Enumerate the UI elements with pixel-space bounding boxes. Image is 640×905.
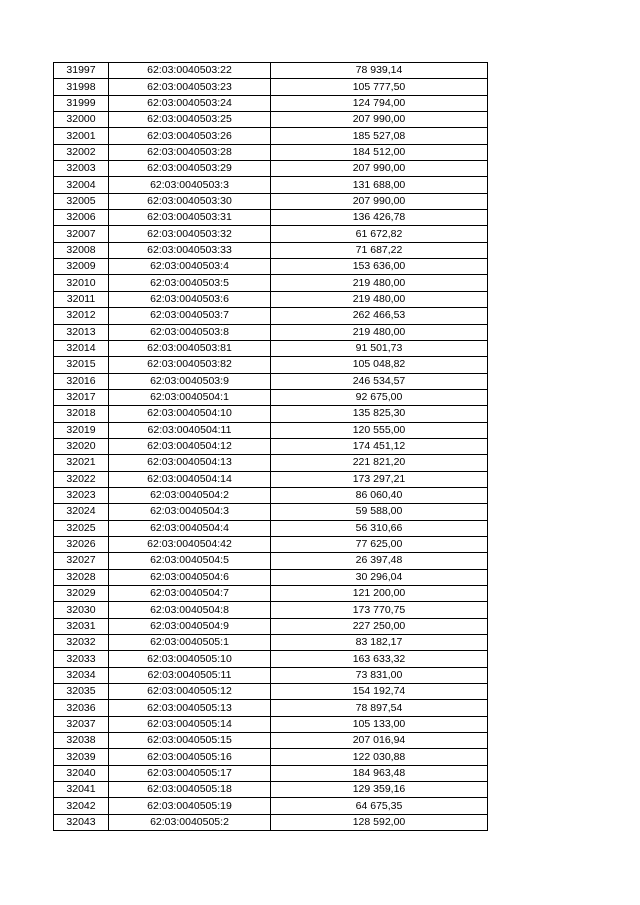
cadastral-number-cell: 62:03:0040504:1: [109, 389, 271, 405]
row-number-cell: 31999: [54, 95, 109, 111]
row-number-cell: 32040: [54, 765, 109, 781]
value-cell: 154 192,74: [271, 684, 488, 700]
cadastral-number-cell: 62:03:0040503:22: [109, 63, 271, 79]
table-row: [54, 586, 488, 602]
row-number-cell: 31997: [54, 63, 109, 79]
row-number-cell: 32014: [54, 340, 109, 356]
value-cell: 184 512,00: [271, 144, 488, 160]
cadastral-number-cell: 62:03:0040505:12: [109, 684, 271, 700]
cadastral-number-cell: 62:03:0040504:6: [109, 569, 271, 585]
table-row: [54, 504, 488, 520]
table-row: [54, 210, 488, 226]
cadastral-number-cell: 62:03:0040503:7: [109, 308, 271, 324]
table-row: [54, 765, 488, 781]
cadastral-number-cell: 62:03:0040505:1: [109, 635, 271, 651]
value-cell: 56 310,66: [271, 520, 488, 536]
table-row: [54, 259, 488, 275]
table-row: [54, 161, 488, 177]
value-cell: 73 831,00: [271, 667, 488, 683]
table-row: [54, 79, 488, 95]
value-cell: 61 672,82: [271, 226, 488, 242]
table-row: [54, 798, 488, 814]
table-row: [54, 782, 488, 798]
cadastral-number-cell: 62:03:0040504:2: [109, 487, 271, 503]
value-cell: 59 588,00: [271, 504, 488, 520]
row-number-cell: 32003: [54, 161, 109, 177]
row-number-cell: 32013: [54, 324, 109, 340]
value-cell: 207 016,94: [271, 733, 488, 749]
value-cell: 30 296,04: [271, 569, 488, 585]
value-cell: 128 592,00: [271, 814, 488, 830]
table-row: [54, 684, 488, 700]
cadastral-number-cell: 62:03:0040505:18: [109, 782, 271, 798]
value-cell: 174 451,12: [271, 438, 488, 454]
table-row: [54, 651, 488, 667]
cadastral-number-cell: 62:03:0040503:24: [109, 95, 271, 111]
table-row: [54, 308, 488, 324]
row-number-cell: 32041: [54, 782, 109, 798]
cadastral-number-cell: 62:03:0040504:4: [109, 520, 271, 536]
value-cell: 121 200,00: [271, 586, 488, 602]
cadastral-number-cell: 62:03:0040504:12: [109, 438, 271, 454]
cadastral-number-cell: 62:03:0040503:30: [109, 193, 271, 209]
cadastral-number-cell: 62:03:0040504:7: [109, 586, 271, 602]
cadastral-number-cell: 62:03:0040504:8: [109, 602, 271, 618]
value-cell: 64 675,35: [271, 798, 488, 814]
value-cell: 83 182,17: [271, 635, 488, 651]
row-number-cell: 32024: [54, 504, 109, 520]
cadastral-number-cell: 62:03:0040505:17: [109, 765, 271, 781]
cadastral-number-cell: 62:03:0040503:25: [109, 112, 271, 128]
value-cell: 105 133,00: [271, 716, 488, 732]
cadastral-number-cell: 62:03:0040503:6: [109, 291, 271, 307]
cadastral-number-cell: 62:03:0040504:14: [109, 471, 271, 487]
cadastral-number-cell: 62:03:0040503:4: [109, 259, 271, 275]
value-cell: 221 821,20: [271, 455, 488, 471]
row-number-cell: 32028: [54, 569, 109, 585]
table-row: [54, 112, 488, 128]
value-cell: 207 990,00: [271, 161, 488, 177]
value-cell: 207 990,00: [271, 193, 488, 209]
row-number-cell: 32001: [54, 128, 109, 144]
row-number-cell: 31998: [54, 79, 109, 95]
table-row: [54, 193, 488, 209]
row-number-cell: 32016: [54, 373, 109, 389]
cadastral-number-cell: 62:03:0040503:3: [109, 177, 271, 193]
row-number-cell: 32030: [54, 602, 109, 618]
value-cell: 184 963,48: [271, 765, 488, 781]
row-number-cell: 32025: [54, 520, 109, 536]
table-row: [54, 242, 488, 258]
row-number-cell: 32039: [54, 749, 109, 765]
row-number-cell: 32032: [54, 635, 109, 651]
value-cell: 153 636,00: [271, 259, 488, 275]
row-number-cell: 32002: [54, 144, 109, 160]
row-number-cell: 32018: [54, 406, 109, 422]
row-number-cell: 32015: [54, 357, 109, 373]
table-row: [54, 733, 488, 749]
value-cell: 26 397,48: [271, 553, 488, 569]
table-row: [54, 389, 488, 405]
value-cell: 91 501,73: [271, 340, 488, 356]
row-number-cell: 32005: [54, 193, 109, 209]
cadastral-number-cell: 62:03:0040505:11: [109, 667, 271, 683]
cadastral-number-cell: 62:03:0040503:82: [109, 357, 271, 373]
table-row: [54, 700, 488, 716]
value-cell: 246 534,57: [271, 373, 488, 389]
table-row: [54, 226, 488, 242]
row-number-cell: 32026: [54, 536, 109, 552]
row-number-cell: 32010: [54, 275, 109, 291]
row-number-cell: 32008: [54, 242, 109, 258]
value-cell: 124 794,00: [271, 95, 488, 111]
row-number-cell: 32011: [54, 291, 109, 307]
cadastral-number-cell: 62:03:0040503:8: [109, 324, 271, 340]
cadastral-number-cell: 62:03:0040503:31: [109, 210, 271, 226]
row-number-cell: 32042: [54, 798, 109, 814]
table-row: [54, 635, 488, 651]
table-row: [54, 373, 488, 389]
cadastral-number-cell: 62:03:0040503:29: [109, 161, 271, 177]
value-cell: 120 555,00: [271, 422, 488, 438]
table-row: [54, 618, 488, 634]
table-row: [54, 340, 488, 356]
table-row: [54, 357, 488, 373]
cadastral-number-cell: 62:03:0040503:26: [109, 128, 271, 144]
value-cell: 77 625,00: [271, 536, 488, 552]
row-number-cell: 32009: [54, 259, 109, 275]
table-row: [54, 275, 488, 291]
table-body: [54, 63, 488, 831]
table-row: [54, 667, 488, 683]
row-number-cell: 32017: [54, 389, 109, 405]
value-cell: 105 048,82: [271, 357, 488, 373]
row-number-cell: 32007: [54, 226, 109, 242]
row-number-cell: 32031: [54, 618, 109, 634]
row-number-cell: 32035: [54, 684, 109, 700]
cadastral-number-cell: 62:03:0040504:9: [109, 618, 271, 634]
cadastral-number-cell: 62:03:0040504:10: [109, 406, 271, 422]
cadastral-number-cell: 62:03:0040505:19: [109, 798, 271, 814]
table-row: [54, 177, 488, 193]
value-cell: 135 825,30: [271, 406, 488, 422]
row-number-cell: 32033: [54, 651, 109, 667]
value-cell: 163 633,32: [271, 651, 488, 667]
row-number-cell: 32012: [54, 308, 109, 324]
row-number-cell: 32019: [54, 422, 109, 438]
cadastral-number-cell: 62:03:0040503:32: [109, 226, 271, 242]
table-row: [54, 406, 488, 422]
row-number-cell: 32004: [54, 177, 109, 193]
cadastral-number-cell: 62:03:0040503:81: [109, 340, 271, 356]
value-cell: 173 297,21: [271, 471, 488, 487]
row-number-cell: 32043: [54, 814, 109, 830]
cadastral-number-cell: 62:03:0040504:11: [109, 422, 271, 438]
cadastral-number-cell: 62:03:0040505:16: [109, 749, 271, 765]
cadastral-number-cell: 62:03:0040503:33: [109, 242, 271, 258]
value-cell: 136 426,78: [271, 210, 488, 226]
row-number-cell: 32006: [54, 210, 109, 226]
value-cell: 105 777,50: [271, 79, 488, 95]
value-cell: 185 527,08: [271, 128, 488, 144]
row-number-cell: 32034: [54, 667, 109, 683]
table-row: [54, 144, 488, 160]
cadastral-number-cell: 62:03:0040503:23: [109, 79, 271, 95]
cadastral-number-cell: 62:03:0040505:10: [109, 651, 271, 667]
value-cell: 78 939,14: [271, 63, 488, 79]
value-cell: 227 250,00: [271, 618, 488, 634]
value-cell: 129 359,16: [271, 782, 488, 798]
row-number-cell: 32021: [54, 455, 109, 471]
row-number-cell: 32022: [54, 471, 109, 487]
cadastral-number-cell: 62:03:0040505:15: [109, 733, 271, 749]
table-row: [54, 324, 488, 340]
value-cell: 262 466,53: [271, 308, 488, 324]
value-cell: 173 770,75: [271, 602, 488, 618]
row-number-cell: 32000: [54, 112, 109, 128]
table-row: [54, 455, 488, 471]
cadastral-number-cell: 62:03:0040503:5: [109, 275, 271, 291]
table-row: [54, 814, 488, 830]
value-cell: 78 897,54: [271, 700, 488, 716]
cadastral-number-cell: 62:03:0040503:9: [109, 373, 271, 389]
row-number-cell: 32027: [54, 553, 109, 569]
value-cell: 219 480,00: [271, 275, 488, 291]
table-row: [54, 553, 488, 569]
cadastral-number-cell: 62:03:0040505:13: [109, 700, 271, 716]
table-row: [54, 716, 488, 732]
table-row: [54, 520, 488, 536]
row-number-cell: 32029: [54, 586, 109, 602]
cadastral-number-cell: 62:03:0040504:3: [109, 504, 271, 520]
cadastral-number-cell: 62:03:0040504:13: [109, 455, 271, 471]
row-number-cell: 32036: [54, 700, 109, 716]
document-page: [53, 62, 488, 831]
value-cell: 92 675,00: [271, 389, 488, 405]
cadastral-number-cell: 62:03:0040505:14: [109, 716, 271, 732]
row-number-cell: 32037: [54, 716, 109, 732]
table-row: [54, 536, 488, 552]
table-row: [54, 422, 488, 438]
row-number-cell: 32038: [54, 733, 109, 749]
table-row: [54, 95, 488, 111]
row-number-cell: 32023: [54, 487, 109, 503]
value-cell: 86 060,40: [271, 487, 488, 503]
table-row: [54, 63, 488, 79]
table-row: [54, 602, 488, 618]
value-cell: 207 990,00: [271, 112, 488, 128]
row-number-cell: 32020: [54, 438, 109, 454]
cadastral-number-cell: 62:03:0040503:28: [109, 144, 271, 160]
cadastral-number-cell: 62:03:0040505:2: [109, 814, 271, 830]
cadastral-number-cell: 62:03:0040504:42: [109, 536, 271, 552]
value-cell: 131 688,00: [271, 177, 488, 193]
value-cell: 122 030,88: [271, 749, 488, 765]
table-row: [54, 749, 488, 765]
value-cell: 219 480,00: [271, 291, 488, 307]
table-row: [54, 438, 488, 454]
table-row: [54, 487, 488, 503]
value-cell: 219 480,00: [271, 324, 488, 340]
cadastral-value-table: [53, 62, 488, 831]
table-row: [54, 569, 488, 585]
value-cell: 71 687,22: [271, 242, 488, 258]
table-row: [54, 128, 488, 144]
table-row: [54, 471, 488, 487]
cadastral-number-cell: 62:03:0040504:5: [109, 553, 271, 569]
table-row: [54, 291, 488, 307]
